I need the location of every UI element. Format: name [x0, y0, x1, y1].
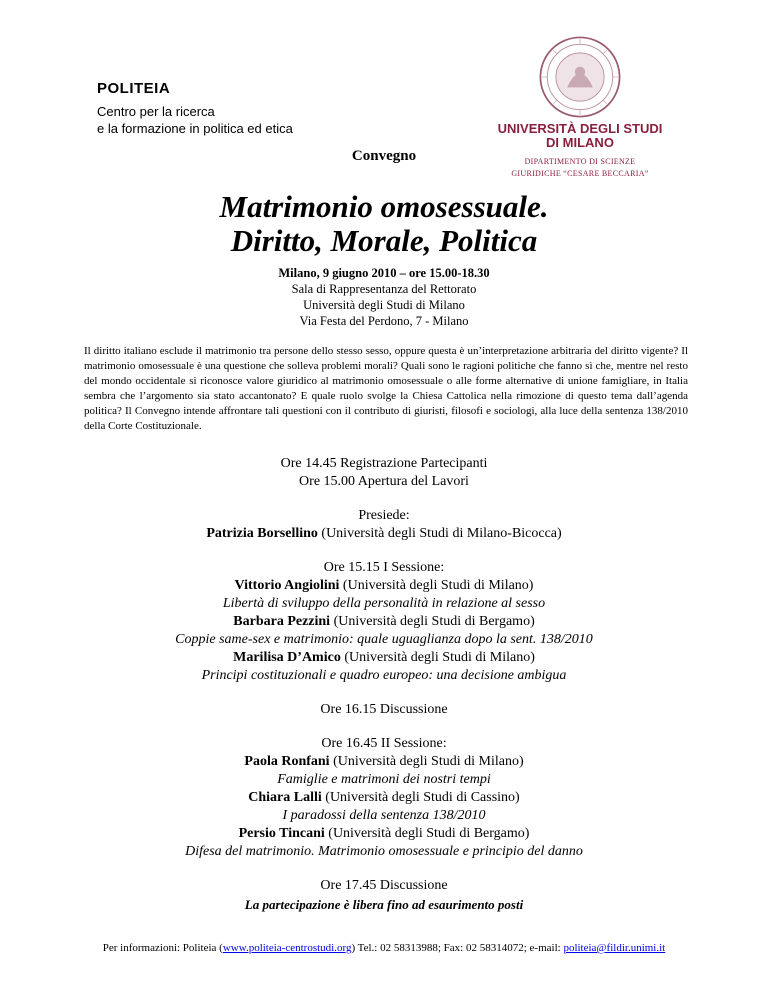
session2-label: Ore 16.45 II Sessione: [321, 736, 447, 751]
program-registration: Ore 14.45 Registrazione Partecipanti [280, 456, 488, 471]
event-title-line2: Diritto, Morale, Politica [230, 223, 538, 258]
chair-affiliation: (Università degli Studi di Milano-Bicocca) [317, 526, 562, 541]
chair [0, 525, 768, 543]
event-details [0, 265, 768, 329]
speaker [0, 649, 768, 667]
website-link[interactable]: www.politeia-centrostudi.org [222, 942, 352, 954]
event-venue-line1: Sala di Rappresentanza del Rettorato [291, 282, 477, 296]
event-venue-line3: Via Festa del Perdono, 7 - Milano [299, 314, 469, 328]
event-title-line1: Matrimonio omosessuale. [219, 189, 549, 224]
speaker-affiliation: (Università degli Studi di Bergamo) [324, 826, 530, 841]
speaker [0, 577, 768, 595]
talk-title: Difesa del matrimonio. Matrimonio omosessuale e principio del danno [185, 844, 583, 859]
speaker [0, 789, 768, 807]
speaker-name: Paola Ronfani [244, 754, 330, 769]
footer-prefix: Per informazioni: Politeia ( [102, 942, 223, 954]
speaker-affiliation: (Università degli Studi di Cassino) [321, 790, 520, 805]
speaker [0, 753, 768, 771]
chair-name: Patrizia Borsellino [206, 526, 318, 541]
event-date-time: Milano, 9 giugno 2010 – ore 15.00-18.30 [278, 266, 490, 280]
speaker-affiliation: (Università degli Studi di Milano) [339, 578, 534, 593]
speaker [0, 613, 768, 631]
speaker-name: Marilisa D’Amico [233, 650, 341, 665]
talk-title: Coppie same-sex e matrimonio: quale uguaglianza dopo la sent. 138/2010 [175, 632, 593, 647]
footer-info [0, 942, 768, 954]
speaker [0, 825, 768, 843]
speaker-name: Persio Tincani [238, 826, 325, 841]
talk-title: Libertà di sviluppo della personalità in relazione al sesso [222, 596, 546, 611]
speaker-affiliation: (Università degli Studi di Milano) [340, 650, 535, 665]
talk-title: Famiglie e matrimoni dei nostri tempi [277, 772, 491, 787]
participation-note: La partecipazione è libera fino ad esaurimento posti [244, 897, 524, 912]
organizer-subtitle [97, 103, 293, 137]
event-title [0, 190, 768, 258]
discussion1: Ore 16.15 Discussione [320, 702, 448, 717]
speaker-name: Chiara Lalli [248, 790, 322, 805]
speaker-affiliation: (Università degli Studi di Milano) [329, 754, 524, 769]
speaker-affiliation: (Università degli Studi di Bergamo) [330, 614, 535, 629]
chair-label: Presiede: [358, 508, 410, 523]
talk-title: I paradossi della sentenza 138/2010 [282, 808, 486, 823]
speaker-name: Vittorio Angiolini [234, 578, 340, 593]
university-seal-logo [537, 34, 623, 120]
speaker-name: Barbara Pezzini [233, 614, 331, 629]
footer-contacts: ) Tel.: 02 58313988; Fax: 02 58314072; e-mail: [351, 942, 564, 954]
event-kind: Convegno [351, 148, 417, 164]
organizer-name: POLITEIA [97, 80, 171, 97]
university-name [480, 122, 680, 150]
event-venue-line2: Università degli Studi di Milano [303, 298, 465, 312]
talk-title: Principi costituzionali e quadro europeo: una decisione ambigua [201, 668, 567, 683]
organizer-subtitle-line1: Centro per la ricerca [97, 104, 215, 119]
intro-paragraph: Il diritto italiano esclude il matrimonio tra persone dello stesso sesso, oppure questa è un’interpretazione arbitraria del diritto vigente? Il matrimonio omosessuale è una questione che solleva problemi morali? Quali sono le ragioni politiche che fanno sì che, mentre nel resto del mondo occidentale si riconosce valore giuridico al matrimonio omosessuale o alle forme alternative di unione famigliare, in Italia sembra che l’argomento sia stato accantonato? E quale ruolo svolge la Chiesa Cattolica nella rimozione di questo tema dall’agenda politica? Il Convegno intende affrontare tali questioni con il contributo di giuristi, filosofi e sociologi, alla luce della sentenza 138/2010 della Corte Costituzionale. [84, 345, 688, 432]
department-name-line1: DIPARTIMENTO DI SCIENZE [524, 157, 636, 166]
session1-label: Ore 15.15 I Sessione: [323, 560, 445, 575]
email-link[interactable]: politeia@fildir.unimi.it [563, 942, 666, 954]
organizer-subtitle-line2: e la formazione in politica ed etica [97, 121, 293, 136]
program-opening: Ore 15.00 Apertura del Lavori [299, 474, 469, 489]
program [0, 455, 768, 895]
discussion2: Ore 17.45 Discussione [320, 878, 448, 893]
university-name-line1: UNIVERSITÀ DEGLI STUDI [497, 121, 663, 136]
organizer-block [97, 80, 293, 137]
department-name-line2: GIURIDICHE “CESARE BECCARIA” [511, 169, 649, 178]
university-name-line2: DI MILANO [546, 135, 614, 150]
